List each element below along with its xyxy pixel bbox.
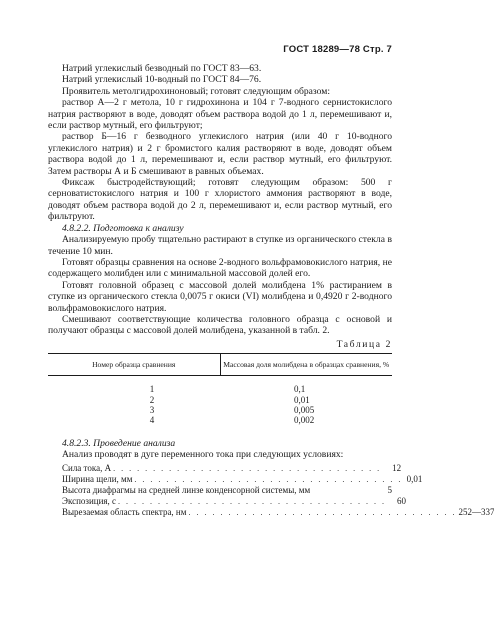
section-title-4822: 4.8.2.2. Подготовка к анализу — [62, 222, 184, 234]
molybdenum-fraction: 0,1 — [294, 384, 306, 395]
table-row — [48, 395, 392, 405]
table-header-cell: Номер образца сравнения — [48, 354, 220, 376]
analysis-conditions — [48, 462, 494, 518]
paragraph: раствор Б—16 г безводного углекислого натрия (или 40 г 10-водного углекислого натрия) и 2 г бромистого калия растворяют в воде, доводят объем раствора водой до 1 л, перемешивают и, если раствор мутный, его фильтруют. Затем растворы А и Б смешивают в равных объемах. — [48, 131, 392, 177]
condition-value: 12 — [392, 462, 402, 473]
paragraph: Анализ проводят в дуге переменного тока при следующих условиях: — [62, 449, 344, 461]
table-caption: Таблица 2 — [336, 338, 392, 350]
paragraph: Смешивают соответствующие количества головного образца с основой и получают образцы с массовой долей молибдена, указанной в табл. 2. — [48, 313, 392, 337]
leader-dots: . . . . . . . . . . . . . . . . . . . . . . . . . . . . . . . . . . — [134, 474, 403, 484]
condition-label: Экспозиция, с — [62, 495, 117, 506]
reference-samples-table — [48, 353, 392, 430]
sample-number: 1 — [149, 384, 155, 395]
table-header-cell: Массовая доля молибдена в образцах сравнения, % — [220, 354, 392, 376]
leader-dots: . . . . . . . . . . . . . . . . . . . . . . . . . . . . . . . . . . — [188, 507, 457, 517]
condition-row — [48, 485, 392, 496]
condition-value: 0,01 — [406, 473, 423, 484]
sample-number: 4 — [149, 415, 155, 426]
table-header-row — [48, 354, 392, 376]
condition-value: 60 — [397, 495, 407, 506]
condition-row — [48, 473, 423, 485]
leader-dots: . . . . . . . . . . . . . . . . . . . . . . . . . . . . . . . . . . — [113, 463, 382, 473]
table-row — [48, 405, 392, 415]
paragraph: раствор А—2 г метола, 10 г гидрохинона и 104 г 7-водного сернистокислого натрия растворяют в воде, доводят объем раствора водой до 1 л, перемешивают и, если раствор мутный, его фильтруют; — [48, 97, 392, 132]
paragraph: Натрий углекислый 10-водный по ГОСТ 84—76. — [62, 74, 262, 86]
molybdenum-fraction: 0,005 — [294, 404, 315, 415]
paragraph: Проявитель метолгидрохиноновый; готовят следующим образом: — [62, 85, 331, 97]
condition-row — [48, 506, 494, 518]
sample-number: 3 — [149, 404, 155, 415]
table-row — [48, 376, 392, 395]
leader-dots: . . . . . . . . . . . . . . . . . . . . . . . . . . . . . . . . . . — [118, 496, 387, 506]
paragraph: Готовят образцы сравнения на основе 2-водного вольфрамовокислого натрия, не содержащего молибден или с минимальной массовой долей его. — [48, 256, 392, 280]
section-title-4823: 4.8.2.3. Проведение анализа — [62, 437, 176, 449]
molybdenum-fraction: 0,002 — [294, 415, 315, 426]
condition-label: Высота диафрагмы на средней линзе конденсорной системы, мм — [62, 484, 311, 495]
condition-label: Вырезаемая область спектра, нм — [62, 506, 187, 517]
page-content — [48, 63, 494, 518]
table-row — [48, 415, 392, 429]
paragraph: Натрий углекислый безводный по ГОСТ 83—63. — [62, 63, 262, 74]
condition-label: Ширина щели, мм — [62, 473, 133, 484]
sample-number: 2 — [149, 394, 155, 405]
molybdenum-fraction: 0,01 — [294, 394, 310, 405]
condition-value: 252—337 — [458, 506, 494, 517]
condition-label: Сила тока, А — [62, 462, 112, 473]
condition-row — [48, 495, 407, 507]
condition-value: 5 — [387, 484, 392, 495]
paragraph: Анализируемую пробу тщательно растирают в ступке из органического стекла в течение 10 мин. — [48, 234, 392, 257]
paragraph: Готовят головной образец с массовой долей молибдена 1% растиранием в ступке из органического стекла 0,0075 г окиси (VI) молибдена и 0,4920 г 2-водного вольфрамовокислого натрия. — [48, 279, 392, 314]
page-header: ГОСТ 18289—78 Стр. 7 — [283, 44, 392, 55]
paragraph: Фиксаж быстродействующий; готовят следующим образом: 500 г серноватистокислого натрия и 100 г хлористого аммония растворяют в воде, доводят объем раствора водой до 2 л, перемешивают и, если раствор мутный, его фильтруют. — [48, 177, 392, 223]
condition-row — [48, 462, 402, 474]
